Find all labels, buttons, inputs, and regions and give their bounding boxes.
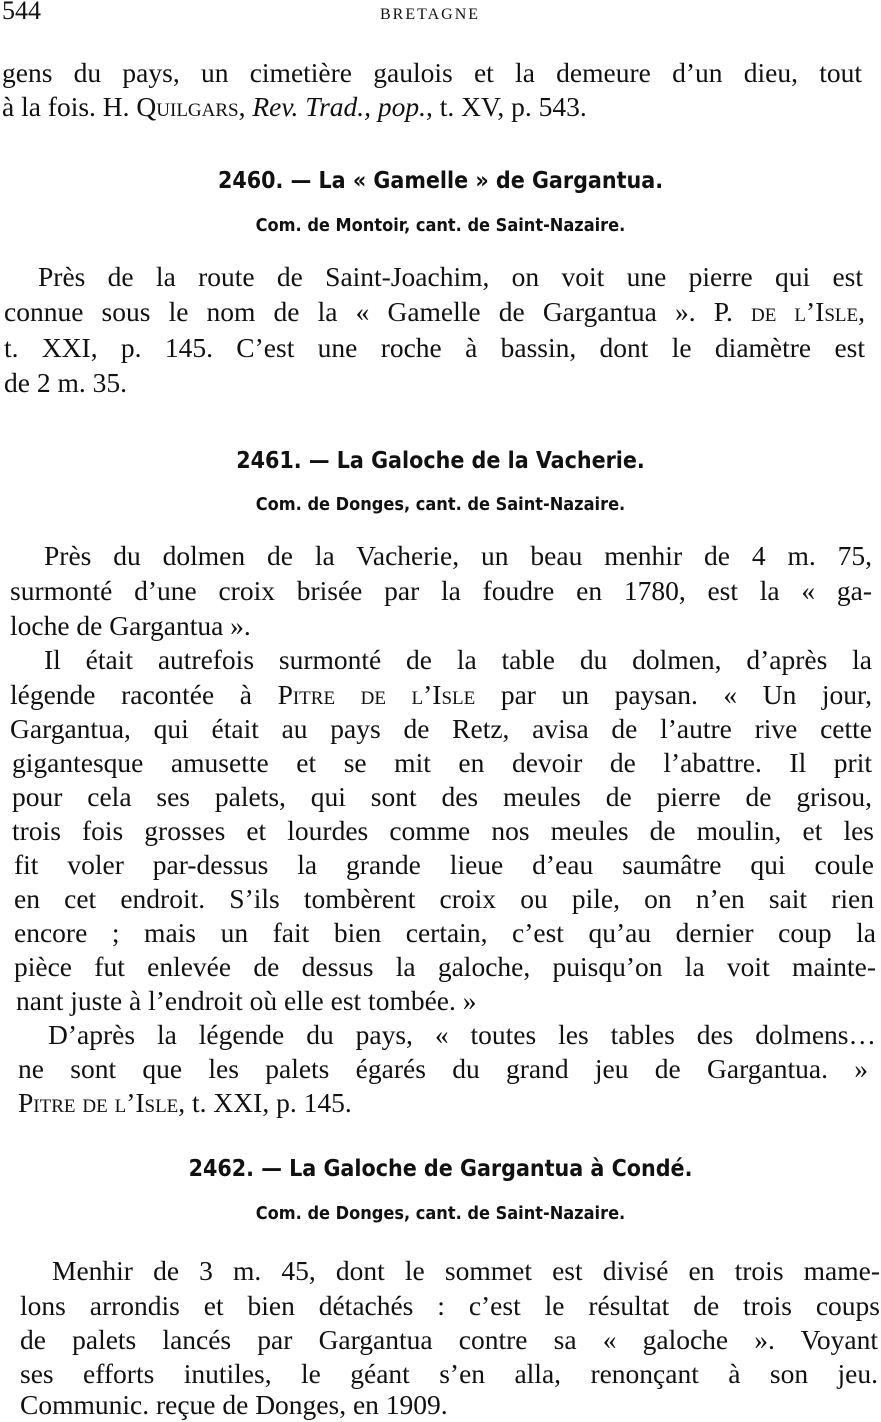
entry-2461-line-9: trois fois grosses et lourdes comme nos meules de moulin, et les: [12, 815, 874, 846]
entry-2460-heading: 2460. — La « Gamelle » de Gargantua.: [217, 168, 664, 194]
entry-2461-line-8: pour cela ses palets, qui sont des meules de pierre de grisou,: [12, 781, 872, 812]
intro-comma: ,: [238, 91, 253, 122]
entry-2461-line-5: [10, 678, 872, 712]
entry-2460-line-4: de 2 m. 35.: [4, 367, 127, 398]
intro-citation: , t. XV, p. 543.: [426, 91, 587, 122]
page-number: 544: [2, 0, 41, 25]
entry-2460-line-2-text: connue sous le nom de la « Gamelle de Gargantua ». P.: [4, 296, 751, 327]
intro-line-2: [2, 90, 587, 124]
entry-2462-line-5: Communic. reçue de Donges, en 1909.: [20, 1389, 448, 1420]
author-pitre-de-lisle-2: Pitre de l’Isle: [18, 1087, 179, 1118]
entry-2461-location: Com. de Donges, cant. de Saint-Nazaire.: [255, 494, 626, 515]
entry-2461-line-11: en cet endroit. S’ils tombèrent croix ou pile, on n’en sait rien: [14, 883, 874, 914]
entry-2461-line-6: Gargantua, qui était au pays de Retz, avisa de l’autre rive cette: [10, 713, 872, 744]
entry-2461-line-13: pièce fut enlevée de dessus la galoche, puisqu’on la voit mainte-: [14, 951, 876, 982]
author-quilgars: Quilgars: [136, 91, 239, 122]
entry-2461-line-5-rest: par un paysan. « Un jour,: [475, 679, 872, 710]
entry-2460-line-2-comma: ,: [858, 296, 865, 327]
author-pitre-de-lisle: Pitre de l’Isle: [277, 679, 476, 710]
entry-2461-heading: 2461. — La Galoche de la Vacherie.: [236, 448, 645, 474]
intro-text: à la fois. H.: [2, 91, 137, 122]
intro-line-1: gens du pays, un cimetière gaulois et la demeure d’un dieu, tout: [2, 57, 862, 88]
author-de-lisle: de l’Isle: [750, 296, 859, 327]
entry-2462-line-2: lons arrondis et bien détachés : c’est le résultat de trois coups: [20, 1290, 880, 1321]
entry-2462-line-4: ses efforts inutiles, le géant s’en alla, renonçant à son jeu.: [20, 1358, 878, 1389]
entry-2460-line-3: t. XXI, p. 145. C’est une roche à bassin, dont le diamètre est: [4, 332, 865, 363]
journal-title: Rev. Trad., pop.: [252, 91, 427, 122]
entry-2461-line-14: nant juste à l’endroit où elle est tombée. »: [16, 985, 477, 1016]
entry-2461-line-16: ne sont que les palets égarés du grand jeu de Gargantua. »: [18, 1053, 868, 1084]
entry-2461-line-15: D’après la légende du pays, « toutes les tables des dolmens…: [48, 1019, 876, 1050]
entry-2460-location: Com. de Montoir, cant. de Saint-Nazaire.: [255, 215, 626, 236]
entry-2462-line-1: Menhir de 3 m. 45, dont le sommet est divisé en trois mame-: [52, 1255, 880, 1286]
entry-2461-line-17-citation: , t. XXI, p. 145.: [178, 1087, 352, 1118]
entry-2461-line-4: Il était autrefois surmonté de la table du dolmen, d’après la: [44, 644, 872, 675]
entry-2461-line-7: gigantesque amusette et se mit en devoir de l’abattre. Il prit: [12, 747, 872, 778]
entry-2460-line-1: Près de la route de Saint-Joachim, on voit une pierre qui est: [38, 261, 863, 292]
entry-2462-location: Com. de Donges, cant. de Saint-Nazaire.: [255, 1203, 626, 1224]
entry-2461-line-10: fit voler par-dessus la grande lieue d’eau saumâtre qui coule: [14, 849, 874, 880]
entry-2460-line-2: [4, 295, 865, 329]
entry-2462-line-3: de palets lancés par Gargantua contre sa « galoche ». Voyant: [20, 1324, 878, 1355]
entry-2462-heading: 2462. — La Galoche de Gargantua à Condé.: [188, 1156, 693, 1182]
entry-2461-line-17: [18, 1086, 352, 1120]
entry-2461-line-12: encore ; mais un fait bien certain, c’est qu’au dernier coup la: [14, 917, 876, 948]
running-title: BRETAGNE: [379, 6, 481, 23]
running-head: [0, 0, 881, 30]
entry-2461-line-1: Près du dolmen de la Vacherie, un beau menhir de 4 m. 75,: [44, 540, 872, 571]
entry-2461-line-3: loche de Gargantua ».: [10, 610, 251, 641]
entry-2461-line-5-text: légende racontée à: [10, 679, 278, 710]
entry-2461-line-2: surmonté d’une croix brisée par la foudre en 1780, est la « ga-: [10, 575, 872, 606]
